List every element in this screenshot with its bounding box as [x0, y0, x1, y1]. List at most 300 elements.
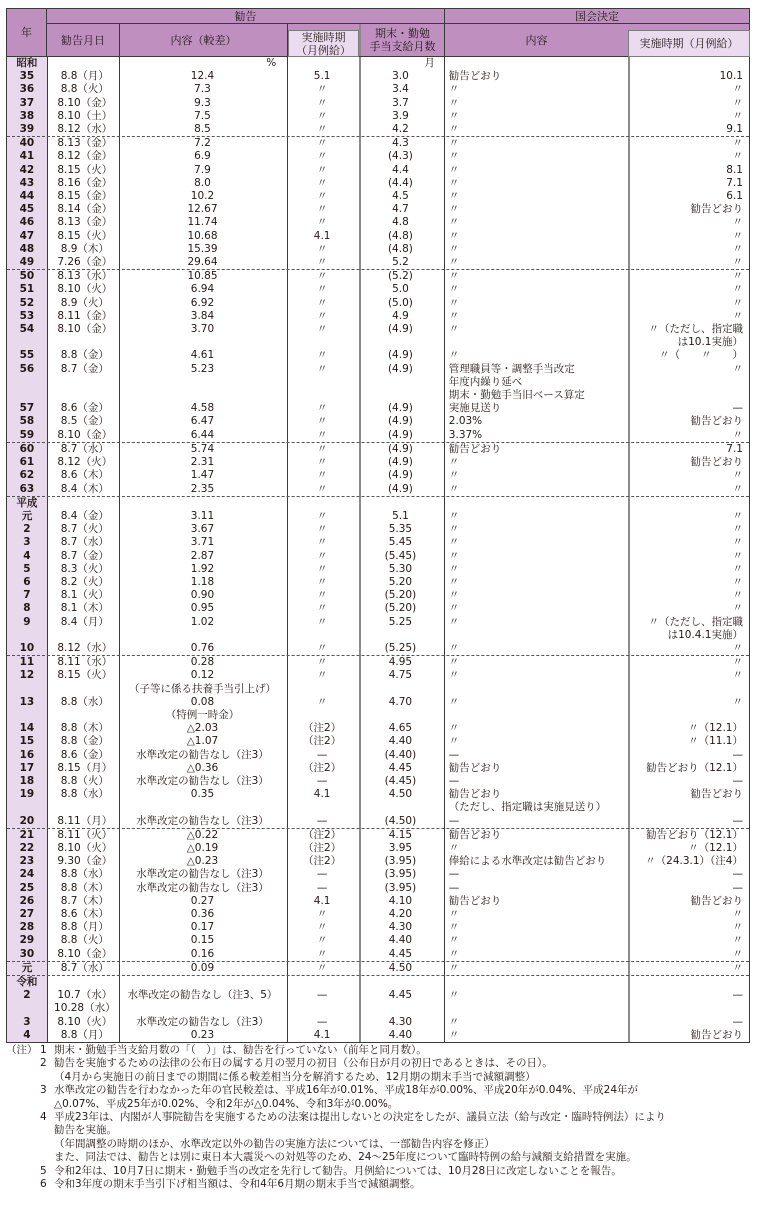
- rec-date-cell: 8.7（金）: [60, 549, 109, 562]
- header-bonus-line1: 期末・勤勉: [375, 27, 430, 40]
- diet-impl-cell: 8.1: [726, 163, 743, 176]
- rec-impl-cell: 〃: [316, 137, 328, 150]
- rec-diff-cell: 12.4: [190, 70, 215, 83]
- bonus-months-cell: 4.40: [388, 934, 413, 947]
- empty-cell: [626, 57, 749, 70]
- bonus-months-cell: (4.9): [387, 349, 413, 362]
- table-row: [7, 456, 749, 469]
- empty-cell: [443, 629, 627, 642]
- rec-date-cell: 8.8（火）: [60, 83, 109, 96]
- diet-content-cell: 〃: [448, 309, 460, 322]
- rec-diff-cell: 4.58: [190, 402, 215, 415]
- table-row: [7, 669, 749, 682]
- table-row: [7, 230, 749, 243]
- diet-content-cell: 〃: [448, 229, 460, 242]
- rec-impl-cell: 〃: [316, 402, 328, 415]
- header-recommendation-group: 勧告: [234, 9, 257, 23]
- diet-impl-cell: 〃: [732, 536, 743, 549]
- table-row: [7, 442, 749, 456]
- rec-diff-cell: 0.76: [190, 641, 215, 654]
- bonus-months-cell: (4.4): [387, 176, 413, 189]
- rec-date-cell: 8.14（金）: [57, 203, 113, 216]
- bonus-months-cell: (3.95): [384, 855, 417, 868]
- year-cell: 57: [19, 402, 35, 415]
- empty-cell: [626, 1002, 749, 1015]
- continuation-cell: 期末・勤勉手当旧ベース算定: [448, 389, 585, 402]
- diet-content-cell: —: [448, 748, 460, 761]
- rec-diff-cell: 8.0: [194, 176, 211, 189]
- table-row: [7, 775, 749, 788]
- empty-cell: [286, 976, 358, 989]
- diet-content-cell: 〃: [448, 735, 460, 748]
- rec-date-cell: 8.8（金）: [60, 349, 109, 362]
- diet-impl-cell: 勧告どおり（12.1）: [646, 828, 743, 841]
- notes-label: （注）: [6, 1044, 38, 1056]
- empty-cell: [7, 801, 47, 814]
- diet-content-cell: 〃: [448, 256, 460, 269]
- rec-date-cell: 8.12（金）: [57, 150, 113, 163]
- diet-impl-cell: 〃: [732, 908, 743, 920]
- empty-cell: [443, 683, 627, 696]
- rec-date-cell: 8.11（金）: [57, 309, 113, 322]
- diet-content-cell: 〃: [448, 589, 460, 602]
- table-row: [7, 828, 749, 842]
- bonus-months-cell: 4.40: [388, 735, 413, 748]
- empty-cell: [47, 976, 119, 989]
- diet-content-cell: 2.03%: [448, 415, 483, 428]
- year-cell: 17: [19, 761, 35, 774]
- rec-impl-cell: —: [316, 868, 328, 881]
- table-row: [7, 310, 749, 323]
- year-cell: 58: [19, 415, 35, 428]
- bonus-months-cell: 5.45: [388, 536, 413, 549]
- diet-impl-cell: 7.1: [726, 176, 743, 189]
- table-row: [7, 402, 749, 415]
- continuation-cell: は10.1実施）: [677, 336, 743, 349]
- diet-content-cell: 〃: [448, 722, 460, 735]
- diet-impl-cell: 勧告どおり: [690, 415, 743, 428]
- rec-date-cell: 8.7（水）: [60, 536, 109, 549]
- diet-impl-cell: —: [732, 774, 743, 787]
- empty-cell: [358, 1002, 443, 1015]
- footnote-line: 令和2年は、10月7日に期末・勤勉手当の改定を先行して勧告。月例給については、10月28日に改定しないことを報告。: [54, 1164, 622, 1177]
- year-cell: 19: [19, 788, 35, 801]
- continuation-cell: （特例一時金）: [165, 708, 240, 721]
- bonus-months-cell: 4.3: [392, 137, 409, 150]
- empty-cell: [358, 497, 443, 510]
- rec-diff-cell: 6.44: [190, 428, 215, 441]
- rec-diff-cell: 3.67: [190, 523, 215, 536]
- table-row: [7, 815, 749, 828]
- rec-impl-cell: 〃: [316, 934, 328, 947]
- diet-impl-cell: 〃（ただし、指定職: [648, 615, 743, 628]
- year-cell: 40: [19, 137, 35, 150]
- year-cell: 30: [19, 947, 35, 960]
- rec-impl-cell: 〃: [316, 641, 328, 654]
- year-cell: 46: [19, 216, 35, 229]
- bonus-months-cell: 4.45: [388, 947, 413, 960]
- empty-cell: [358, 336, 443, 349]
- bonus-months-cell: (4.45): [384, 774, 417, 787]
- bonus-months-cell: 4.30: [388, 1015, 413, 1028]
- table-row: [7, 243, 749, 256]
- rec-impl-cell: 〃: [316, 176, 328, 189]
- rec-impl-cell: 〃: [316, 482, 328, 495]
- diet-content-cell: 3.37%: [448, 428, 483, 441]
- bonus-months-cell: (4.9): [387, 469, 413, 482]
- year-cell: 22: [19, 841, 35, 854]
- bonus-months-cell: (4.9): [387, 323, 413, 336]
- table-row: [7, 735, 749, 748]
- rec-impl-cell: 〃: [316, 549, 328, 562]
- diet-content-cell: 管理職員等・調整手当改定: [448, 362, 575, 375]
- unit-percent: %: [266, 57, 277, 69]
- header-rec-impl-line2: （月例給）: [296, 43, 351, 57]
- footnote-line: 水準改定の勧告を行わなかった年の官民較差は、平成16年が0.01%、平成18年が0.00%、平成20年が0.04%、平成24年が: [54, 1084, 639, 1097]
- rec-impl-cell: 〃: [316, 83, 328, 96]
- table-row-continuation: [7, 336, 749, 349]
- bonus-months-cell: (4.3): [387, 150, 413, 163]
- diet-impl-cell: 〃: [732, 602, 743, 615]
- table-row: [7, 908, 749, 921]
- empty-cell: [358, 976, 443, 989]
- footnotes: [6, 1044, 754, 1191]
- rec-diff-cell: 8.5: [194, 123, 211, 136]
- empty-cell: [286, 497, 358, 510]
- header-diet-content: 内容: [525, 33, 548, 47]
- bonus-months-cell: 4.4: [392, 163, 409, 176]
- rec-impl-cell: —: [316, 989, 328, 1002]
- diet-content-cell: 〃: [448, 150, 460, 163]
- continuation-cell: （ただし、指定職は実施見送り）: [448, 801, 607, 814]
- diet-impl-cell: 〃: [732, 256, 743, 269]
- table-row: [7, 989, 749, 1002]
- empty-cell: [119, 389, 287, 402]
- footnote-line: 平成23年は、内閣が人事院勧告を実施するための法案は提出しないとの決定をしたが、議員立法（給与改定・臨時特例法）により: [54, 1111, 666, 1124]
- rec-diff-cell: 0.27: [190, 894, 215, 907]
- year-cell: 21: [19, 828, 35, 841]
- table-row-continuation: [7, 709, 749, 722]
- empty-cell: [626, 683, 749, 696]
- year-cell: 61: [19, 456, 35, 469]
- diet-impl-cell: 勧告どおり: [690, 1028, 743, 1041]
- table-row: [7, 655, 749, 669]
- year-cell: 26: [19, 894, 35, 907]
- bonus-months-cell: 4.30: [388, 921, 413, 934]
- diet-impl-cell: 〃（12.1）: [688, 722, 743, 735]
- diet-impl-cell: —: [732, 814, 743, 827]
- rec-impl-cell: 〃: [316, 296, 328, 309]
- year-cell: 14: [19, 722, 35, 735]
- year-cell: 29: [19, 934, 35, 947]
- diet-impl-cell: 10.1: [719, 70, 743, 83]
- table-row: [7, 1029, 749, 1042]
- rec-date-cell: 8.9（火）: [60, 296, 109, 309]
- diet-impl-cell: 〃: [732, 83, 743, 96]
- diet-impl-cell: 6.1: [726, 190, 743, 203]
- year-cell: 3: [23, 536, 31, 549]
- empty-cell: [47, 376, 119, 389]
- rec-date-cell: 8.7（火）: [60, 523, 109, 536]
- diet-impl-cell: —: [732, 1015, 743, 1028]
- rec-date-cell: 8.13（金）: [57, 137, 113, 150]
- diet-impl-cell: 〃: [732, 150, 743, 163]
- rec-diff-cell: 10.2: [190, 190, 215, 203]
- diet-impl-cell: —: [732, 989, 743, 1002]
- table-row: [7, 510, 749, 523]
- diet-impl-cell: 〃: [732, 934, 743, 947]
- year-cell: 6: [23, 575, 31, 588]
- rec-impl-cell: 〃: [316, 203, 328, 216]
- rec-diff-cell: 水準改定の勧告なし（注3）: [136, 1015, 269, 1028]
- rec-diff-cell: 1.02: [190, 615, 215, 628]
- rec-impl-cell: 〃: [316, 256, 328, 269]
- year-cell: 7: [23, 589, 31, 602]
- rec-diff-cell: 10.68: [187, 229, 218, 242]
- continuation-cell: （子等に係る扶養手当引上げ）: [128, 682, 276, 695]
- table-row: [7, 948, 749, 961]
- rec-diff-cell: 5.23: [190, 362, 215, 375]
- rec-diff-cell: 6.9: [194, 150, 211, 163]
- bonus-months-cell: 4.40: [388, 1028, 413, 1041]
- rec-date-cell: 8.10（金）: [57, 947, 113, 960]
- rec-diff-cell: 6.94: [190, 283, 215, 296]
- diet-impl-cell: 勧告どおり: [690, 203, 743, 216]
- rec-diff-cell: 2.31: [190, 456, 215, 469]
- bonus-months-cell: 4.65: [388, 722, 413, 735]
- empty-cell: [47, 389, 119, 402]
- table-row: [7, 136, 749, 150]
- diet-content-cell: 〃: [448, 947, 460, 960]
- table-row-continuation: [7, 389, 749, 402]
- rec-impl-cell: 〃: [316, 163, 328, 176]
- footnote-line: （4月から実施日の前日までの期間に係る較差相当分を解消するため、12月期の期末手当で減額調整）: [54, 1070, 536, 1083]
- rec-impl-cell: 〃: [316, 190, 328, 203]
- rec-diff-cell: 12.67: [187, 203, 218, 216]
- diet-impl-cell: 〃: [732, 242, 743, 255]
- rec-diff-cell: 11.74: [187, 216, 218, 229]
- rec-impl-cell: 4.1: [313, 229, 331, 242]
- rec-diff-cell: 0.95: [190, 602, 215, 615]
- rec-date-cell: 8.10（金）: [57, 323, 113, 336]
- table-row: [7, 469, 749, 482]
- rec-date-cell: 8.10（火）: [57, 841, 113, 854]
- bonus-months-cell: 4.75: [388, 669, 413, 682]
- empty-cell: [286, 683, 358, 696]
- bonus-months-cell: 5.20: [388, 575, 413, 588]
- rec-date-cell: 8.7（金）: [60, 362, 109, 375]
- diet-impl-cell: 〃: [732, 270, 743, 283]
- empty-cell: [443, 336, 627, 349]
- diet-content-cell: 勧告どおり: [448, 761, 502, 774]
- era-row: [7, 975, 749, 989]
- rec-diff-cell: 7.2: [194, 137, 211, 150]
- diet-content-cell: 〃: [448, 456, 460, 469]
- bonus-months-cell: (3.95): [384, 868, 417, 881]
- rec-diff-cell: 4.61: [190, 349, 215, 362]
- table-row: [7, 83, 749, 96]
- footnote-number: 2: [40, 1057, 47, 1070]
- bonus-months-cell: 3.9: [392, 109, 409, 122]
- footnote-line: △0.07%、平成25年が0.02%、令和2年が△0.04%、令和3年が0.00%。: [54, 1097, 399, 1110]
- rec-date-cell: 8.13（水）: [57, 270, 113, 283]
- table-row: [7, 483, 749, 496]
- rec-date-cell: 8.8（木）: [60, 722, 109, 735]
- year-cell: 11: [19, 656, 35, 669]
- rec-date-cell: 8.6（木）: [60, 908, 109, 920]
- rec-impl-cell: （注2）: [303, 722, 342, 735]
- continuation-cell: は10.4.1実施）: [667, 628, 743, 641]
- diet-impl-cell: 〃: [732, 137, 743, 150]
- footnote-line: 令和3年度の期末手当引下げ相当額は、令和4年6月期の期末手当で減額調整。: [54, 1178, 421, 1191]
- rec-diff-cell: 15.39: [187, 242, 218, 255]
- year-cell: 63: [19, 482, 35, 495]
- bonus-months-cell: (4.9): [387, 456, 413, 469]
- year-cell: 56: [19, 362, 35, 375]
- rec-date-cell: 8.15（金）: [57, 190, 113, 203]
- rec-diff-cell: 水準改定の勧告なし（注3）: [136, 868, 269, 881]
- table-row: [7, 762, 749, 775]
- rec-date-cell: 8.7（水）: [60, 961, 109, 974]
- rec-date-cell: 8.12（火）: [57, 456, 113, 469]
- rec-impl-cell: 〃: [316, 921, 328, 934]
- rec-impl-cell: 4.1: [313, 788, 331, 801]
- diet-impl-cell: —: [732, 748, 743, 761]
- table-row: [7, 589, 749, 602]
- rec-impl-cell: 〃: [316, 523, 328, 536]
- empty-cell: [358, 683, 443, 696]
- table-row: [7, 842, 749, 855]
- empty-cell: [47, 801, 119, 814]
- bonus-months-cell: 5.35: [388, 523, 413, 536]
- diet-impl-cell: 勧告どおり: [690, 456, 743, 469]
- rec-date-cell: 8.7（水）: [60, 442, 109, 455]
- rec-diff-cell: 水準改定の勧告なし（注3）: [136, 748, 269, 761]
- rec-impl-cell: 〃: [316, 562, 328, 575]
- unit-month: 月: [424, 57, 435, 69]
- table-row-continuation: [7, 1002, 749, 1015]
- empty-cell: [7, 629, 47, 642]
- diet-impl-cell: 7.1: [726, 442, 743, 455]
- footnote-line: 勧告を実施。: [54, 1124, 117, 1137]
- table-row: [7, 642, 749, 655]
- rec-date-cell: 8.8（水）: [60, 788, 109, 801]
- rec-diff-cell: 7.3: [194, 83, 211, 96]
- rec-impl-cell: 〃: [316, 442, 328, 455]
- empty-cell: [286, 389, 358, 402]
- rec-date-cell: 8.6（金）: [60, 748, 109, 761]
- diet-content-cell: 〃: [448, 615, 460, 628]
- year-cell: 54: [19, 323, 35, 336]
- table-body: [7, 57, 749, 1042]
- rec-diff-cell: 0.36: [190, 908, 215, 920]
- rec-date-cell: 8.8（月）: [60, 1028, 109, 1041]
- header-diet-impl: 実施時期（月例給）: [628, 30, 750, 57]
- table-row: [7, 696, 749, 709]
- year-cell: 35: [19, 70, 35, 83]
- table-row: [7, 616, 749, 629]
- rec-diff-cell: 1.47: [190, 469, 215, 482]
- rec-date-cell: 10.7（水）: [57, 989, 113, 1002]
- rec-date-cell: 8.2（火）: [60, 575, 109, 588]
- diet-impl-cell: 〃（ 〃 ）: [658, 349, 743, 362]
- bonus-months-cell: 4.50: [388, 788, 413, 801]
- diet-impl-cell: 〃: [732, 947, 743, 960]
- empty-cell: [443, 497, 627, 510]
- header-bonus-line2: 手当支給月数: [369, 40, 436, 53]
- rec-diff-cell: 0.16: [190, 947, 215, 960]
- year-cell: 52: [19, 296, 35, 309]
- bonus-months-cell: 4.5: [392, 190, 409, 203]
- empty-cell: [443, 1002, 627, 1015]
- year-cell: 62: [19, 469, 35, 482]
- rec-impl-cell: 〃: [316, 309, 328, 322]
- rec-diff-cell: △0.19: [186, 841, 219, 854]
- rec-date-cell: 8.11（月）: [57, 814, 113, 827]
- rec-impl-cell: 〃: [316, 908, 328, 920]
- era-label: 令和: [16, 976, 38, 989]
- table-row: [7, 190, 749, 203]
- empty-cell: [626, 709, 749, 722]
- year-cell: 59: [19, 428, 35, 441]
- salary-recommendation-table: [6, 8, 750, 1043]
- table-row: [7, 855, 749, 868]
- rec-date-cell: 8.10（土）: [57, 109, 113, 122]
- rec-impl-cell: 〃: [316, 415, 328, 428]
- bonus-months-cell: 4.70: [388, 695, 413, 708]
- bonus-months-cell: (4.9): [387, 362, 413, 375]
- year-cell: 36: [19, 83, 35, 96]
- diet-impl-cell: 〃: [732, 669, 743, 682]
- rec-date-cell: 8.13（金）: [57, 216, 113, 229]
- diet-impl-cell: 〃（ただし、指定職: [648, 323, 743, 336]
- empty-cell: [443, 709, 627, 722]
- diet-impl-cell: 〃: [732, 589, 743, 602]
- empty-cell: [119, 336, 287, 349]
- diet-content-cell: 〃: [448, 96, 460, 109]
- bonus-months-cell: 4.15: [388, 828, 413, 841]
- rec-date-cell: 8.4（金）: [60, 509, 109, 522]
- diet-impl-cell: 勧告どおり: [690, 894, 743, 907]
- diet-content-cell: 〃: [448, 695, 460, 708]
- year-cell: 27: [19, 908, 35, 920]
- diet-impl-cell: 〃: [732, 549, 743, 562]
- rec-date-cell: 8.15（火）: [57, 163, 113, 176]
- footnote-line: （年間調整の時期のほか、水準改定以外の勧告の実施方法については、一部勧告内容を修正）: [54, 1137, 495, 1150]
- footnote-line: 勧告を実施するための法律の公布日の属する月の翌月の初日（公布日が月の初日であるときは、その日）。: [54, 1057, 553, 1070]
- diet-impl-cell: 9.1: [726, 123, 743, 136]
- empty-cell: [47, 497, 119, 510]
- diet-content-cell: 〃: [448, 83, 460, 96]
- rec-impl-cell: —: [316, 881, 328, 894]
- diet-impl-cell: 〃: [732, 109, 743, 122]
- empty-cell: [119, 376, 287, 389]
- diet-impl-cell: 〃: [732, 96, 743, 109]
- diet-content-cell: 〃: [448, 921, 460, 934]
- rec-impl-cell: 〃: [316, 961, 328, 974]
- rec-diff-cell: 0.15: [190, 934, 215, 947]
- year-cell: 24: [19, 868, 35, 881]
- footnote-3: [6, 1084, 754, 1111]
- rec-impl-cell: 〃: [316, 428, 328, 441]
- empty-cell: [286, 57, 358, 70]
- rec-date-cell: 8.1（火）: [60, 589, 109, 602]
- year-cell: 13: [19, 695, 35, 708]
- table-row: [7, 536, 749, 549]
- empty-cell: [626, 497, 749, 510]
- diet-content-cell: 〃: [448, 562, 460, 575]
- table-row: [7, 123, 749, 136]
